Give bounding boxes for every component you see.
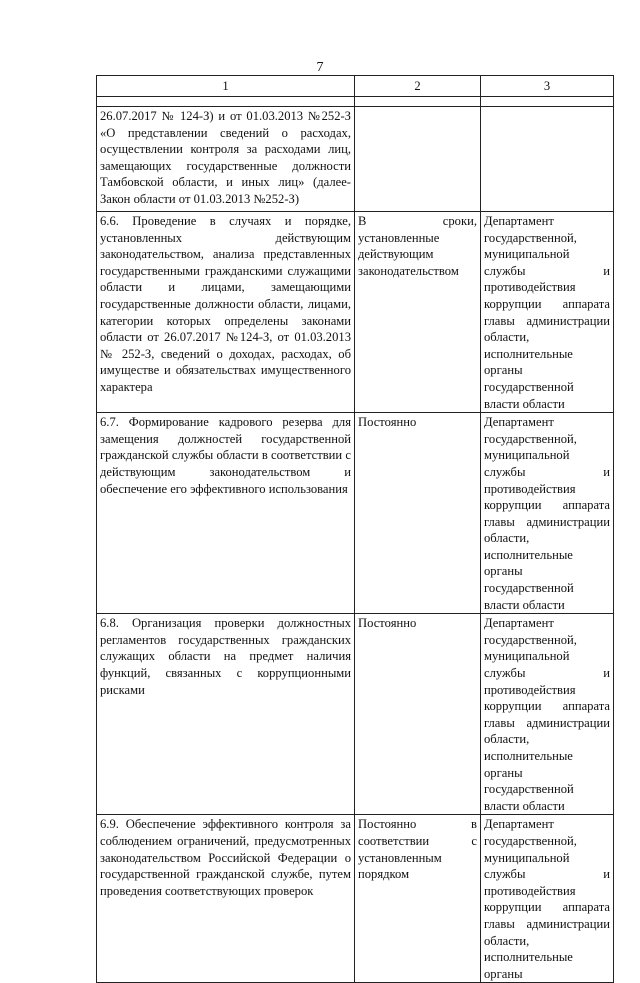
spacer-cell	[481, 97, 614, 107]
table-row	[97, 614, 614, 815]
column-number-1: 1	[97, 76, 355, 97]
measure-cell: 6.6. Проведение в случаях и порядке, установленных действующим законодательством, анализа представленных государственными гражданскими служащими области и лицами, замещающими государственные должности области, лицами, категории которых определены законами области от 26.07.2017 №124-З, от 01.03.2013 № 252-З, сведений о доходах, расходах, об имуществе и обязательствах имущественного характера	[97, 212, 355, 413]
responsible-cell: Департамент государственной, муниципальной службы и противодействия коррупции аппарата главы администрации области, исполнительные органы государственной власти области	[481, 614, 614, 815]
measure-cell: 6.8. Организация проверки должностных регламентов государственных гражданских служащих области на предмет наличия функций, связанных с коррупционными рисками	[97, 614, 355, 815]
page-number: 7	[316, 60, 324, 75]
table-row	[97, 107, 614, 212]
measure-cell: 26.07.2017 № 124-З) и от 01.03.2013 №252-З «О представлении сведений о расходах, осуществлении контроля за расходами лиц, замещающих государственные должности Тамбовской области, и иных лиц» (далее-Закон области от 01.03.2013 №252-З)	[97, 107, 355, 212]
spacer-row	[97, 97, 614, 107]
deadline-cell: В сроки, установленные действующим законодательством	[355, 212, 481, 413]
table-header-row	[97, 76, 614, 97]
deadline-cell: Постоянно в соответствии с установленным порядком	[355, 815, 481, 983]
deadline-cell: Постоянно	[355, 413, 481, 614]
table-row	[97, 815, 614, 983]
column-number-3: 3	[481, 76, 614, 97]
measures-table	[96, 75, 614, 983]
responsible-cell: Департамент государственной, муниципальной службы и противодействия коррупции аппарата главы администрации области, исполнительные органы	[481, 815, 614, 983]
responsible-cell: Департамент государственной, муниципальной службы и противодействия коррупции аппарата главы администрации области, исполнительные органы государственной власти области	[481, 413, 614, 614]
spacer-cell	[355, 97, 481, 107]
responsible-cell	[481, 107, 614, 212]
column-number-2: 2	[355, 76, 481, 97]
spacer-cell	[97, 97, 355, 107]
table-row	[97, 413, 614, 614]
responsible-cell: Департамент государственной, муниципальной службы и противодействия коррупции аппарата главы администрации области, исполнительные органы государственной власти области	[481, 212, 614, 413]
deadline-cell: Постоянно	[355, 614, 481, 815]
measure-cell: 6.9. Обеспечение эффективного контроля за соблюдением ограничений, предусмотренных законодательством Российской Федерации о государственной гражданской службе, путем проведения соответствующих проверок	[97, 815, 355, 983]
deadline-cell	[355, 107, 481, 212]
measure-cell: 6.7. Формирование кадрового резерва для замещения должностей государственной гражданской службы области в соответствии с действующим законодательством и обеспечение его эффективного использования	[97, 413, 355, 614]
table-row	[97, 212, 614, 413]
